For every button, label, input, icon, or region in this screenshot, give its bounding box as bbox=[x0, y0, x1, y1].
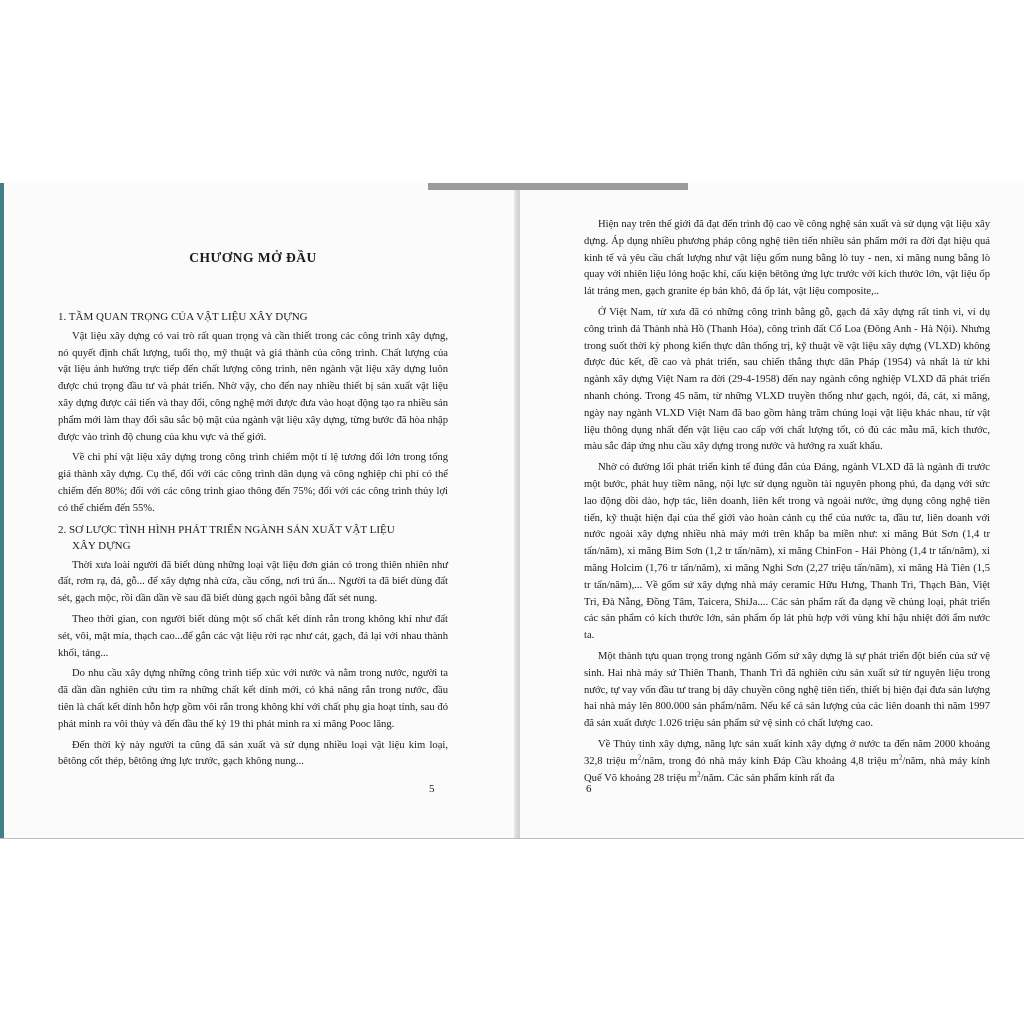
page-number-left: 5 bbox=[429, 783, 435, 795]
paragraph: Nhờ có đường lối phát triển kinh tế đúng đắn của Đảng, ngành VLXD đã là ngành đi trước một bước, phát huy tiềm năng, nội lực sử dụng nguồn tài nguyên phong phú, đa dạng với sức lao động dồi dào, hợp tác, liên doanh, liên kết trong và ngoài nước, ứng dụng công nghệ tiên tiến, kỹ thuật hiện đại của thế giới vào hoàn cảnh cụ thể của nước ta, đầu tư, liên doanh với nước ngoài xây dựng nhiều nhà máy mới trên khắp ba miền như: xi măng Bút Sơn (1,4 tr tấn/năm), xi măng Bỉm Sơn (1,2 tr tấn/năm), xi măng ChinFon - Hải Phòng (1,4 tr tấn/năm), xi măng Holcim (1,76 tr tấn/năm), xi măng Nghi Sơn (2,27 triệu tấn/năm), xi măng Hà Tiên (1,5 tr tấn/năm),... Về gốm sứ xây dựng nhà máy ceramic Hữu Hưng, Thanh Trì, Thạch Bàn, Việt Trì, Đà Nẵng, Đồng Tâm, Taicera, ShiJa.... Các sản phẩm rất đa dạng về chủng loại, phát triển các sản phẩm có kích thước lớn, sản phẩm ốp lát phù hợp với vùng khí hậu nhiệt đới ẩm nước ta. bbox=[584, 462, 990, 642]
right-text-column bbox=[584, 217, 990, 791]
text-run: /năm. Các sản phẩm kính rất đa bbox=[700, 772, 835, 784]
text-run: /năm, trong đó nhà máy kính Đáp Cầu khoảng 4,8 triệu m bbox=[641, 755, 899, 767]
right-page bbox=[520, 183, 1024, 838]
paragraph: Thời xưa loài người đã biết dùng những loại vật liệu đơn giản có trong thiên nhiên như đất, rơm rạ, đá, gỗ... để xây dựng nhà cửa, cầu cống, nơi trú ẩn... Người ta đã biết dùng đất sét, gạch mộc, rồi dần dần về sau đã biết dùng gạch ngói bằng đất sét nung. bbox=[58, 559, 448, 605]
paragraph: Hiện nay trên thế giới đã đạt đến trình độ cao về công nghệ sản xuất và sử dụng vật liệu xây dựng. Áp dụng nhiều phương pháp công nghệ tiên tiến nhiều sản phẩm mới ra đời đạt hiệu quả kinh tế và yêu cầu chất lượng như vật liệu gốm nung bằng lò tuy - nen, xi măng nung bằng lò quay với nhiên liệu lỏng hoặc khí, cấu kiện bêtông ứng lực trước với kích thước lớn, vật liệu ốp lát tráng men, gạch granite ép bán khô, đá ốp lát, vật liệu composite,.. bbox=[584, 219, 990, 298]
scan-bottom-line bbox=[0, 838, 1024, 839]
page-number-right: 6 bbox=[586, 783, 592, 795]
text-run: Về Thủy tinh xây dựng, năng lực sản xuất kính xây dựng ở nước ta đến năm 2000 khoảng 32,8 triệu m bbox=[584, 738, 990, 767]
left-page bbox=[4, 183, 518, 838]
paragraph: Theo thời gian, con người biết dùng một số chất kết dính rắn trong không khí như đất sét, vôi, mật mía, thạch cao...để gắn các vật liệu rời rạc như cát, gạch, đá lại với nhau thành khối, tảng... bbox=[58, 613, 448, 659]
text-run: /năm, nhà máy kính Quế Võ khoảng 28 triệu m bbox=[584, 755, 990, 784]
section-heading-2-line1: 2. SƠ LƯỢC TÌNH HÌNH PHÁT TRIỂN NGÀNH SẢN XUẤT VẬT LIỆU bbox=[58, 523, 395, 536]
section-heading-2 bbox=[58, 522, 448, 554]
paragraph: Ở Việt Nam, từ xưa đã có những công trình bằng gỗ, gạch đá xây dựng rất tinh vi, ví dụ công trình đá Thành nhà Hồ (Thanh Hóa), công trình đất Cổ Loa (Đông Anh - Hà Nội). Nhưng trong suốt thời kỳ phong kiến thực dân thống trị, kỹ thuật về vật liệu xây dựng (VLXD) không được đúc kết, đề cao và phát triển, sau chiến thắng thực dân Pháp (1954) và nhất là từ khi ngành xây dựng Việt Nam ra đời (29-4-1958) đến nay ngành công nghiệp VLXD đã phát triển nhanh chóng. Trong 45 năm, từ những VLXD truyền thống như gạch, ngói, đá, cát, xi măng, ngày nay ngành VLXD Việt Nam đã bao gồm hàng trăm chủng loại vật liệu khác nhau, từ vật liệu thông dụng nhất đến vật liệu cao cấp với chất lượng tốt, có đủ các mẫu mã, kích thước, màu sắc đáp ứng nhu cầu xây dựng trong nước và hướng ra xuất khẩu. bbox=[584, 306, 990, 453]
paragraph: Vật liệu xây dựng có vai trò rất quan trọng và cần thiết trong các công trình xây dựng, nó quyết định chất lượng, tuổi thọ, mỹ thuật và giá thành của công trình. Chất lượng của vật liệu ảnh hưởng trực tiếp đến chất lượng công trình, nên ngành vật liệu xây dựng luôn được chú trọng đầu tư và phát triển. Nhờ vậy, cho đến nay nhiều thiết bị sản xuất vật liệu xây dựng được cải tiến và thay đổi, công nghệ mới được đưa vào hoạt động tạo ra nhiều sản phẩm mới làm thay đổi sâu sắc bộ mặt của ngành vật liệu xây dựng, từng bước đã hòa nhập được vào trình độ chung của khu vực và thế giới. bbox=[58, 330, 448, 443]
paragraph: Do nhu cầu xây dựng những công trình tiếp xúc với nước và nằm trong nước, người ta đã dần dần nghiên cứu tìm ra những chất kết dính mới, có khả năng rắn trong nước, đầu tiên là chất kết dính hỗn hợp gồm vôi rắn trong không khí với chất phụ gia hoạt tính, sau đó phát minh ra vôi thủy và đến đầu thế kỷ 19 thì phát minh ra xi măng Pooc lăng. bbox=[58, 668, 448, 730]
section-heading-2-line2: XÂY DỰNG bbox=[72, 539, 131, 552]
superscript: 2 bbox=[898, 753, 903, 762]
section-heading-1: 1. TẦM QUAN TRỌNG CỦA VẬT LIỆU XÂY DỰNG bbox=[58, 310, 308, 323]
superscript: 2 bbox=[637, 753, 642, 762]
paragraph-glass bbox=[584, 737, 990, 787]
left-text-column bbox=[58, 250, 448, 775]
paragraph: Đến thời kỳ này người ta cũng đã sản xuất và sử dụng nhiều loại vật liệu kim loại, bêtông cốt thép, bêtông ứng lực trước, gạch không nung... bbox=[58, 739, 448, 768]
scan-top-bar bbox=[428, 183, 688, 190]
paragraph: Về chi phí vật liệu xây dựng trong công trình chiếm một tỉ lệ tương đối lớn trong tổng giá thành xây dựng. Cụ thể, đối với các công trình dân dụng và công nghiệp chi phí có thể chiếm đến 80%; đối với các công trình giao thông đến 75%; đối với các công trình thủy lợi có thể chiếm đến 55%. bbox=[58, 452, 448, 514]
paragraph: Một thành tựu quan trọng trong ngành Gốm sứ xây dựng là sự phát triển đột biến của sứ vệ sinh. Hai nhà máy sứ Thiên Thanh, Thanh Trì đã nghiên cứu sản xuất sứ từ nguyên liệu trong nước, tự vay vốn đầu tư trang bị dây chuyền công nghệ tiên tiến, thiết bị hiện đại đưa sản lượng hai nhà máy lên 800.000 sản phẩm/năm. Nếu kể cả sản lượng của các liên doanh thì năm 1997 đã sản xuất được 1.026 triệu sản phẩm sứ vệ sinh có chất lượng cao. bbox=[584, 650, 990, 730]
superscript: 2 bbox=[697, 769, 701, 778]
chapter-title: CHƯƠNG MỞ ĐẦU bbox=[189, 250, 317, 265]
